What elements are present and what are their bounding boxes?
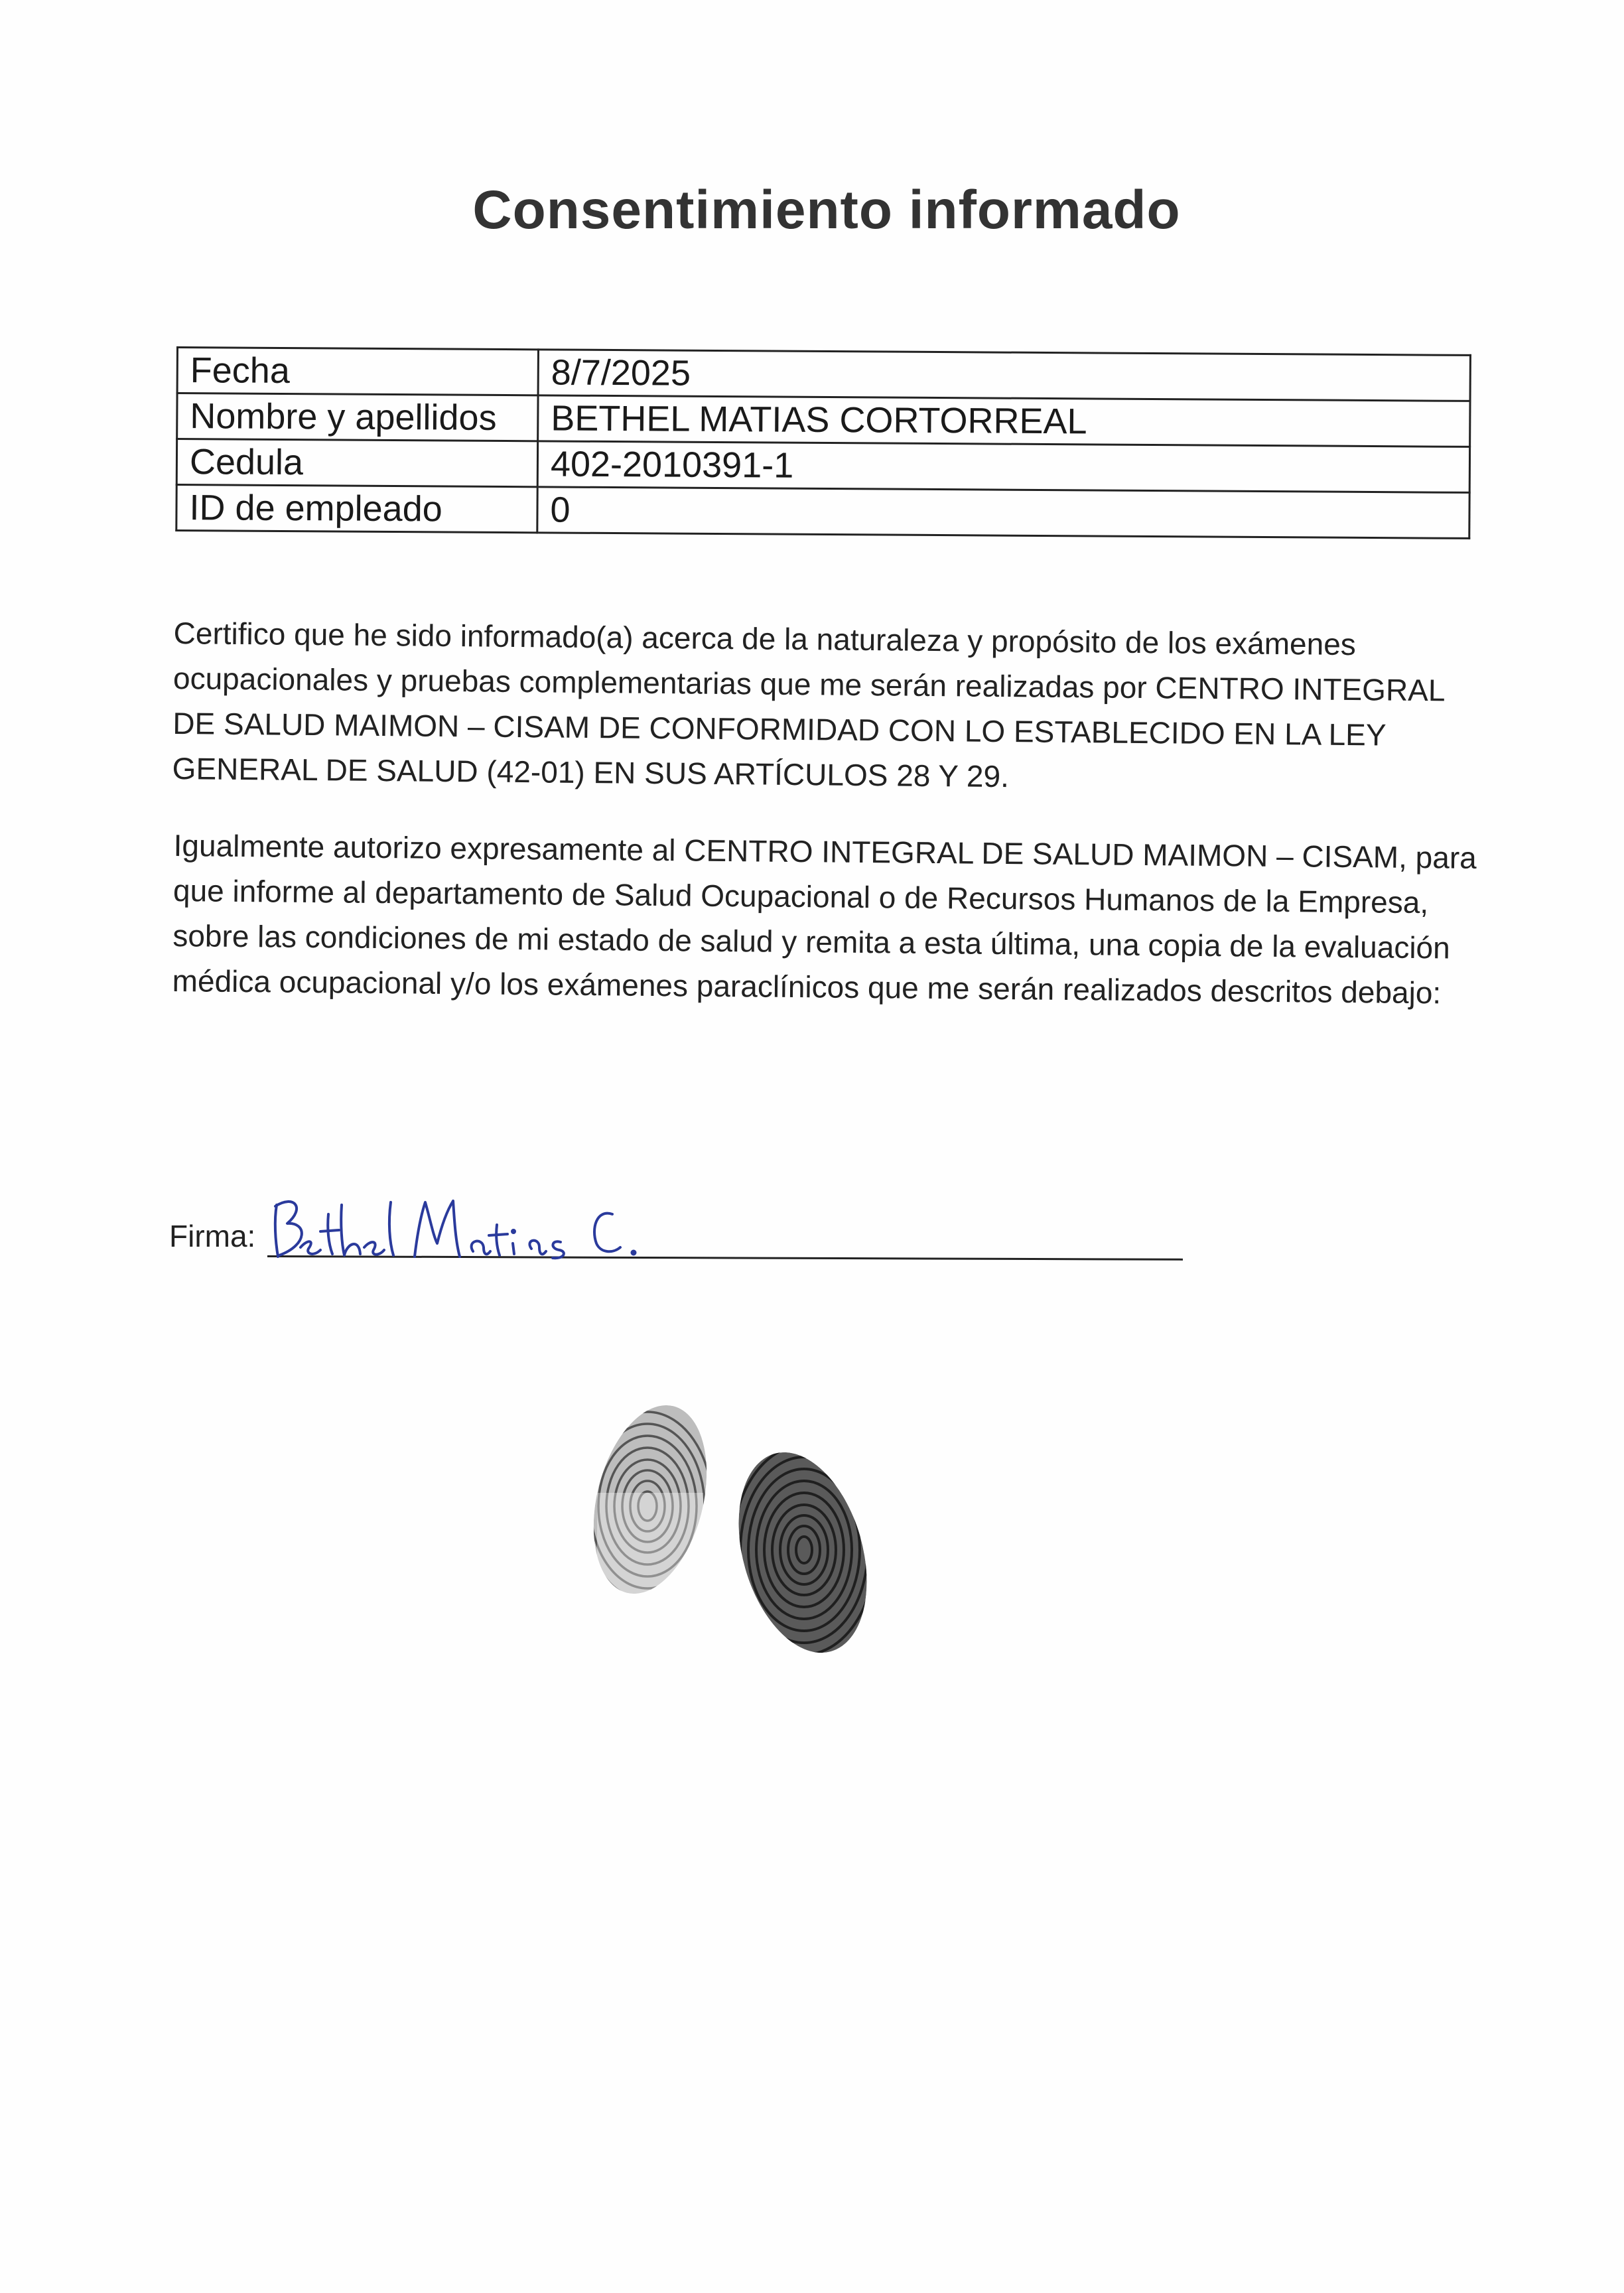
field-value-id-empleado: 0 [537,487,1469,539]
field-label-nombre: Nombre y apellidos [177,393,538,441]
field-value-fecha: 8/7/2025 [538,350,1470,401]
table-row [176,439,1469,493]
signature-label: Firma: [169,1219,256,1253]
authorization-paragraph: Igualmente autorizo expresamente al CENTRO INTEGRAL DE SALUD MAIMON – CISAM, para que informe al departamento de Salud Ocupacional o de Recursos Humanos de la Empresa, sobre las condiciones de mi estado de salud y remita a esta última, una copia de la evaluación médica ocupacional y/o los exámenes paraclínicos que me serán realizados descritos debajo: [172,827,1477,1010]
field-value-cedula: 402-2010391-1 [537,441,1469,493]
handwritten-signature [267,1188,639,1267]
fingerprints [584,1393,902,1672]
table-row [176,485,1469,539]
table-row [177,393,1470,447]
table-row [177,348,1470,401]
personal-info-table [175,346,1471,539]
document-title: Consentimiento informado [472,180,1181,240]
field-label-cedula: Cedula [176,439,537,487]
field-label-fecha: Fecha [177,348,538,395]
left-fingerprint [584,1393,725,1606]
field-value-nombre: BETHEL MATIAS CORTORREAL [538,395,1470,447]
field-label-id-empleado: ID de empleado [176,485,537,533]
signature-block [169,1188,1191,1267]
certification-paragraph: Certifico que he sido informado(a) acerca de la naturaleza y propósito de los exámenes ocupacionales y pruebas complementarias que me serán realizadas por CENTRO INTEGRAL DE SALUD MAIMON – CISAM DE CONFORMIDAD CON LO ESTABLECIDO EN LA LEY GENERAL DE SALUD (42-01) EN SUS ARTÍCULOS 28 Y 29. [172,615,1445,794]
right-fingerprint [717,1437,888,1668]
